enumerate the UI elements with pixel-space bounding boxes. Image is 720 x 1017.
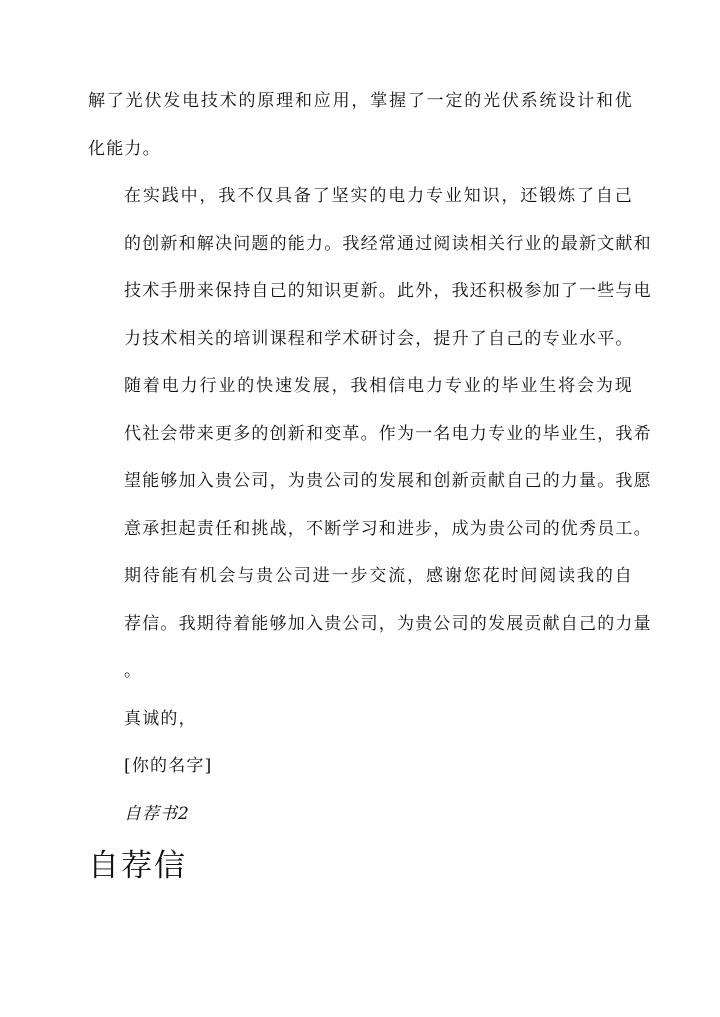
paragraph-line: 意承担起责任和挑战，不断学习和进步，成为贵公司的优秀员工。 [124,518,652,539]
paragraph-line: 技术手册来保持自己的知识更新。此外，我还积极参加了一些与电 [124,281,652,301]
paragraph-line: 力技术相关的培训课程和学术研讨会，提升了自己的专业水平。 [124,328,634,349]
paragraph-line: 代社会带来更多的创新和变革。作为一名电力专业的毕业生，我希 [124,423,652,444]
paragraph-line: 望能够加入贵公司，为贵公司的发展和创新贡献自己的力量。我愿 [124,471,652,491]
body-text [88,78,652,696]
body-paragraph [88,78,633,173]
section-label: 自荐书2 [124,803,190,824]
body-paragraph [88,363,652,553]
paragraph-line: 荐信。我期待着能够加入贵公司，为贵公司的发展贡献自己的力量 [124,613,652,634]
paragraph-line: 。 [124,661,143,681]
paragraph-line: 解了光伏发电技术的原理和应用，掌握了一定的光伏系统设计和优 [88,91,633,111]
paragraph-line: 化能力。 [88,138,161,159]
body-paragraph [88,173,652,363]
document-page [88,78,652,888]
paragraph-line: 在实践中，我不仅具备了坚实的电力专业知识，还锻炼了自己 [124,186,633,206]
paragraph-line: 期待能有机会与贵公司进一步交流，感谢您花时间阅读我的自 [124,566,633,586]
document-heading: 自荐信 [88,848,187,884]
closing-text: 真诚的， [124,708,197,729]
body-paragraph [88,553,652,696]
paragraph-line: 的创新和解决问题的能力。我经常通过阅读相关行业的最新文献和 [124,233,652,254]
paragraph-line: 随着电力行业的快速发展，我相信电力专业的毕业生将会为现 [124,376,633,396]
signature-placeholder: [你的名字] [124,756,213,776]
